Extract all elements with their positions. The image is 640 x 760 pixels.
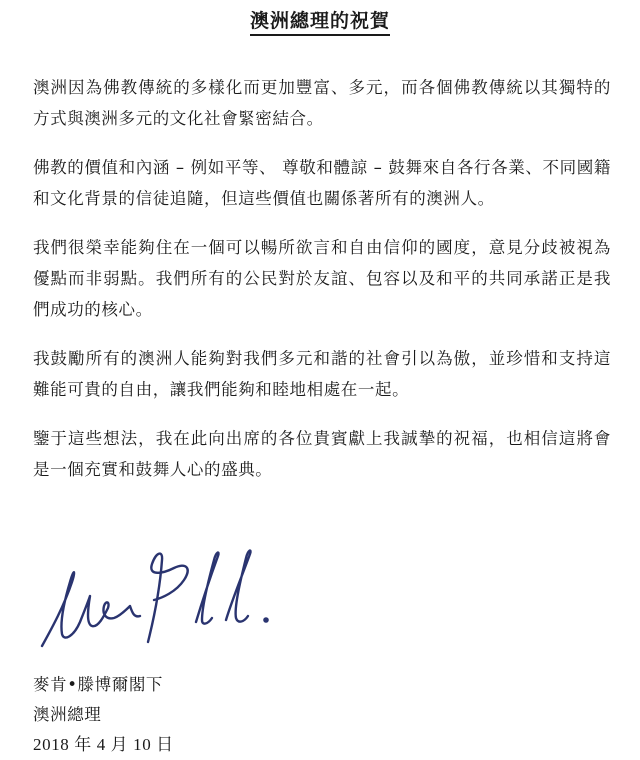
letter-body	[33, 72, 611, 503]
paragraph-1: 澳洲因為佛教傳統的多樣化而更加豐富、多元，而各個佛教傳統以其獨特的方式與澳洲多元的文化社會緊密結合。	[33, 78, 611, 128]
page-title	[0, 6, 640, 33]
signatory-block	[33, 670, 174, 760]
handwritten-signature	[30, 538, 280, 658]
paragraph-3: 我們很榮幸能夠住在一個可以暢所欲言和自由信仰的國度，意見分歧被視為優點而非弱點。我們所有的公民對於友誼、包容以及和平的共同承諾正是我們成功的核心。	[33, 238, 611, 319]
paragraph-4: 我鼓勵所有的澳洲人能夠對我們多元和諧的社會引以為傲，並珍惜和支持這難能可貴的自由，讓我們能夠和睦地相處在一起。	[33, 349, 611, 399]
signatory-position: 澳洲總理	[33, 705, 102, 724]
signatory-name: 麥肯•滕博爾閣下	[33, 675, 164, 694]
paragraph-5: 鑒于這些想法，我在此向出席的各位貴賓獻上我誠摯的祝福，也相信這將會是一個充實和鼓舞人心的盛典。	[33, 429, 611, 479]
paragraph-2: 佛教的價值和內涵 – 例如平等、 尊敬和體諒 – 鼓舞來自各行各業、不同國籍和文化背景的信徒追隨，但這些價值也關係著所有的澳洲人。	[33, 158, 611, 208]
letter-date: 2018 年 4 月 10 日	[33, 735, 174, 754]
title-text: 澳洲總理的祝賀	[250, 10, 390, 36]
